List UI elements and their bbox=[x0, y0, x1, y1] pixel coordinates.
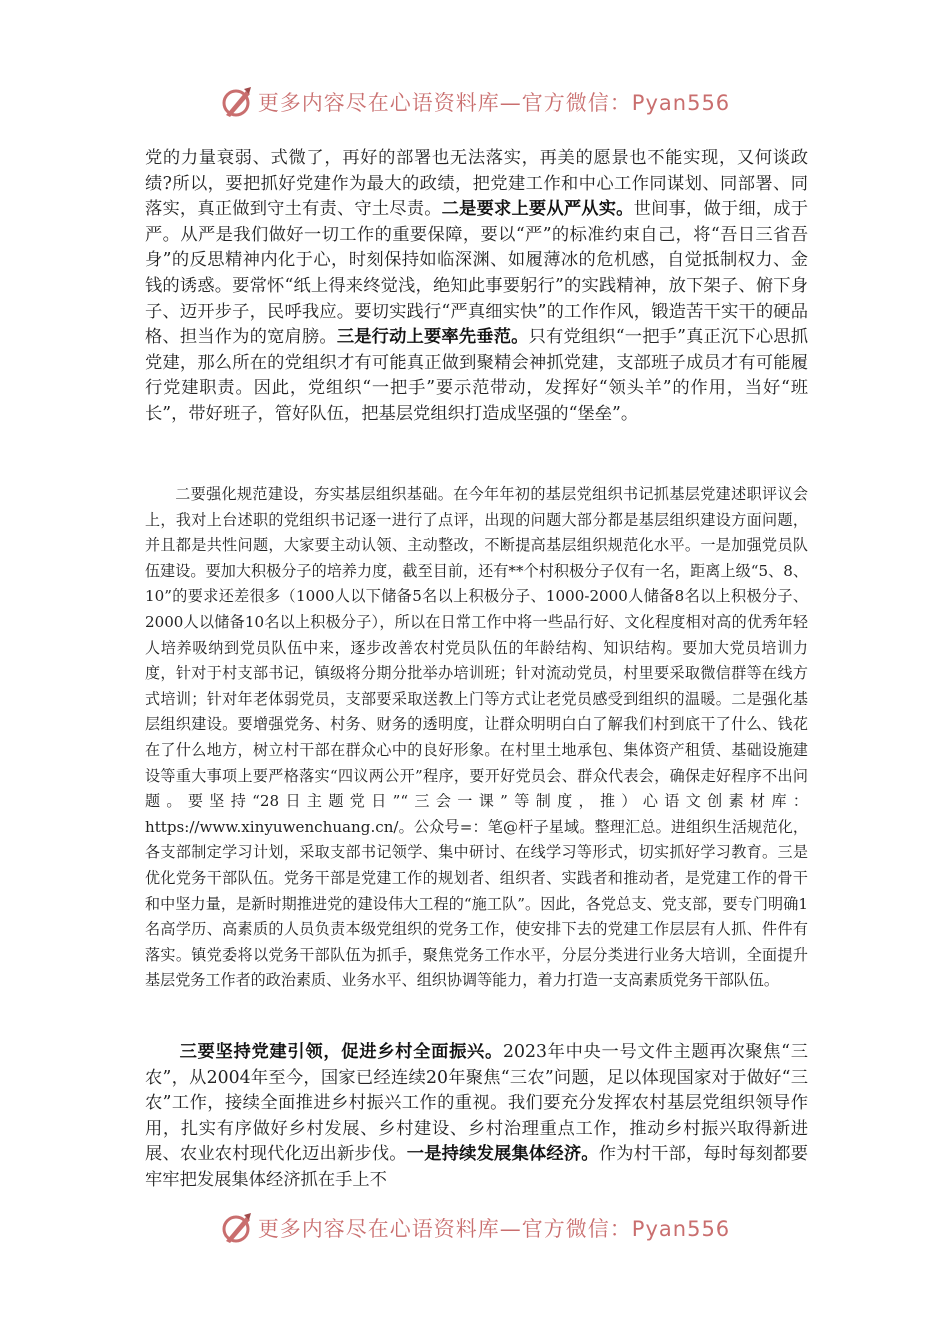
watermark-banner-top bbox=[0, 82, 950, 122]
paragraph-1 bbox=[145, 146, 808, 428]
pen-logo-icon bbox=[220, 85, 254, 119]
p2-text: 二要强化规范建设，夯实基层组织基础。在今年年初的基层党组织书记抓基层党建述职评议会上，我对上台述职的党组织书记逐一进行了点评，出现的问题大部分都是基层组织建设方面问题，并且都是共性问题，大家要主动认领、主动整改，不断提高基层组织规范化水平。一是加强党员队伍建设。要加大积极分子的培养力度，截至目前，还有**个村积极分子仅有一名，距离上级“5、8、10”的要求还差很多（1000人以下储备5名以上积极分子、1000-2000人储备8名以上积极分子、2000人以储备10名以上积极分子），所以在日常工作中将一些品行好、文化程度相对高的优秀年轻人培养吸纳到党员队伍中来，逐步改善农村党员队伍的年龄结构、知识结构。要加大党员培训力度，针对于村支部书记，镇级将分期分批举办培训班；针对流动党员，村里要采取微信群等在线方式培训；针对年老体弱党员，支部要采取送教上门等方式让老党员感受到组织的温暖。二是强化基层组织建设。要增强党务、村务、财务的透明度，让群众明明白白了解我们村到底干了什么、钱花在了什么地方，树立村干部在群众心中的良好形象。在村里土地承包、集体资产租赁、基础设施建设等重大事项上要严格落实“四议两公开”程序，要开好党员会、群众代表会，确保走好程序不出问题。要坚持“28日主题党日”“三会一课”等制度，推）心语文创素材库：https://www.xinyuwenchuang.cn/。公众号=：笔@杆子星域。整理汇总。进组织生活规范化，各支部制定学习计划，采取支部书记领学、集中研讨、在线学习等形式，切实抓好学习教育。三是优化党务干部队伍。党务干部是党建工作的规划者、组织者、实践者和推动者，是党建工作的骨干和中坚力量，是新时期推进党的建设伟大工程的“施工队”。因此，各党总支、党支部，要专门明确1名高学历、高素质的人员负责本级党组织的党务工作，使安排下去的党建工作层层有人抓、件件有落实。镇党委将以党务干部队伍为抓手，聚焦党务工作水平，分层分类进行业务大培训，全面提升基层党务工作者的政治素质、业务水平、组织协调等能力，着力打造一支高素质党务干部队伍。 bbox=[145, 485, 808, 990]
paragraph-3 bbox=[145, 1040, 808, 1194]
p3-text-2: 作为村干部，每时每刻都要牢牢把发展集体经济抓在手上不 bbox=[145, 1144, 808, 1190]
watermark-banner-bottom bbox=[0, 1208, 950, 1248]
p1-text-3: 只有党组织“一把手”真正沉下心思抓党建，那么所在的党组织才有可能真正做到聚精会神抓党建，支部班子成员才有可能履行党建职责。因此，党组织“一把手”要示范带动，发挥好“领头羊”的作用，当好“班长”，带好班子，管好队伍，把基层党组织打造成坚强的“堡垒”。 bbox=[145, 327, 808, 424]
p1-text-2: 世间事，做于细，成于严。从严是我们做好一切工作的重要保障，要以“严”的标准约束自己，将“吾日三省吾身”的反思精神内化于心，时刻保持如临深渊、如履薄冰的危机感，自觉抵制权力、金钱的诱惑。要常怀“纸上得来终觉浅，绝知此事要躬行”的实践精神，放下架子、俯下身子、迈开步子，民呼我应。要切实践行“严真细实快”的工作作风，锻造苦干实干的硬品格、担当作为的宽肩膀。 bbox=[145, 199, 808, 348]
p1-bold-1: 二是要求上要从严从实。 bbox=[441, 199, 634, 220]
paragraph-2 bbox=[145, 482, 808, 994]
p1-bold-2: 三是行动上要率先垂范。 bbox=[336, 327, 529, 348]
p1-text-1: 党的力量衰弱、式微了，再好的部署也无法落实，再美的愿景也不能实现，又何谈政绩?所以，要把抓好党建作为最大的政绩，把党建工作和中心工作同谋划、同部署、同落实，真正做到守土有责、守土尽责。 bbox=[145, 148, 808, 220]
pen-logo-icon bbox=[220, 1211, 254, 1245]
p3-text-1: 2023年中央一号文件主题再次聚焦“三农”，从2004年至今，国家已经连续20年聚焦“三农”问题，足以体现国家对于做好“三农”工作，接续全面推进乡村振兴工作的重视。我们要充分发挥农村基层党组织领导作用，扎实有序做好乡村发展、乡村建设、乡村治理重点工作，推动乡村振兴取得新进展、农业农村现代化迈出新步伐。 bbox=[145, 1042, 808, 1165]
p3-bold-2: 一是持续发展集体经济。 bbox=[406, 1144, 599, 1165]
watermark-text: 更多内容尽在心语资料库—官方微信：Pyan556 bbox=[257, 91, 731, 115]
p3-bold-1: 三要坚持党建引领，促进乡村全面振兴。 bbox=[179, 1042, 503, 1062]
watermark-text: 更多内容尽在心语资料库—官方微信：Pyan556 bbox=[257, 1217, 731, 1241]
